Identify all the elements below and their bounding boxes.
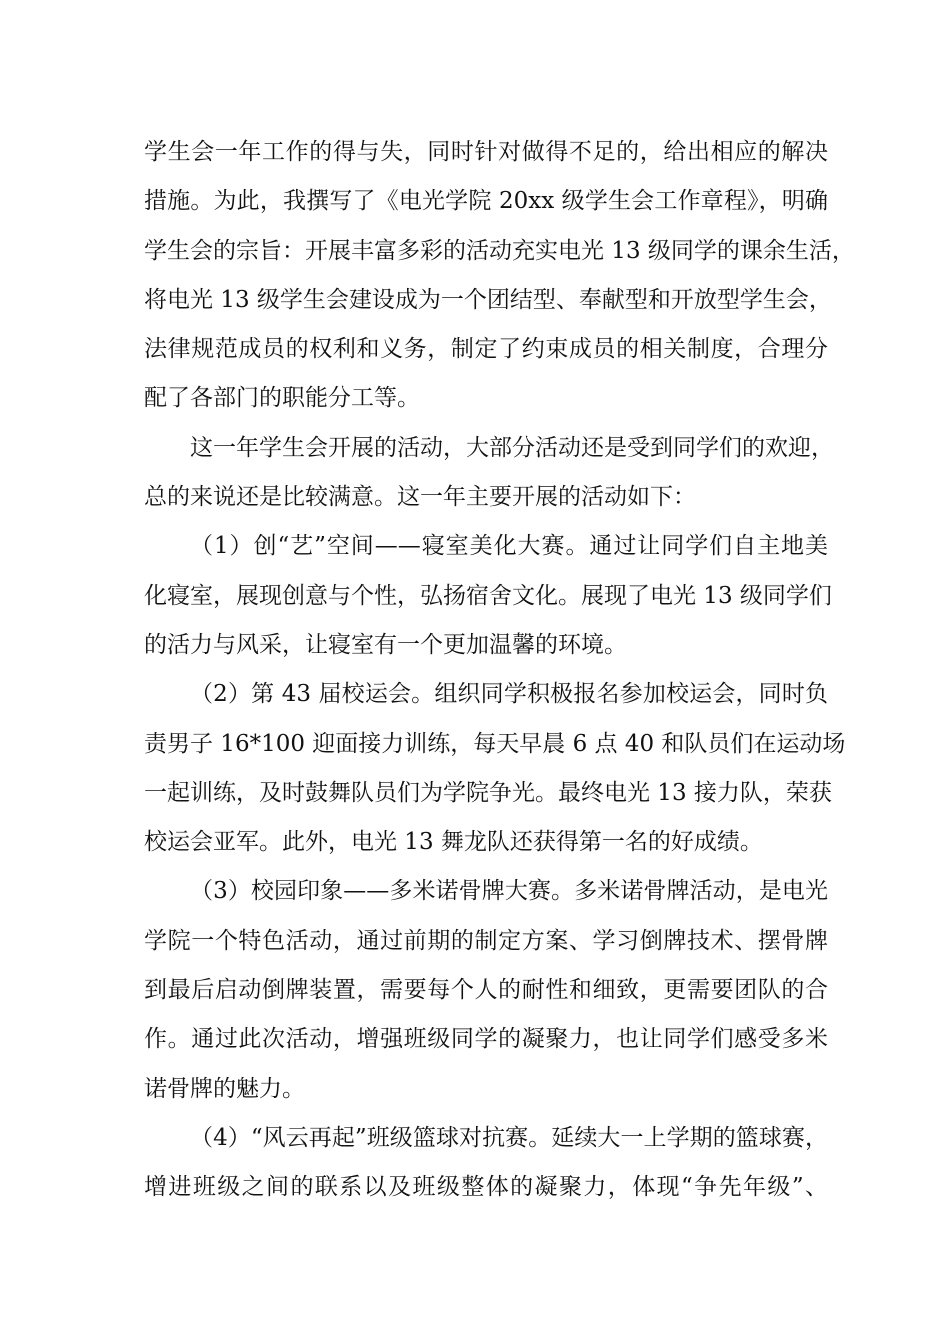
text-line: 化寝室，展现创意与个性，弘扬宿舍文化。展现了电光 13 级同学们 <box>144 582 832 609</box>
paragraph-5 <box>144 867 828 1113</box>
text-line: （3）校园印象——多米诺骨牌大赛。多米诺骨牌活动，是电光 <box>190 878 828 905</box>
text-line: 法律规范成员的权利和义务，制定了约束成员的相关制度，合理分 <box>144 336 828 363</box>
document-body <box>144 128 855 1213</box>
paragraph-3 <box>144 522 832 670</box>
paragraph-2 <box>144 424 834 523</box>
text-line: 增进班级之间的联系以及班级整体的凝聚力，体现“争先年级”、 <box>144 1174 828 1201</box>
text-line: 配了各部门的职能分工等。 <box>144 385 420 412</box>
text-line: 到最后启动倒牌装置，需要每个人的耐性和细致，更需要团队的合 <box>144 977 828 1004</box>
text-line: 将电光 13 级学生会建设成为一个团结型、奉献型和开放型学生会， <box>144 286 832 313</box>
text-line: 一起训练，及时鼓舞队员们为学院争光。最终电光 13 接力队，荣获 <box>144 779 832 806</box>
text-line: 学生会一年工作的得与失，同时针对做得不足的，给出相应的解决 <box>144 139 828 165</box>
text-line: 学院一个特色活动，通过前期的制定方案、学习倒牌技术、摆骨牌 <box>144 927 828 954</box>
text-line: 这一年学生会开展的活动，大部分活动还是受到同学们的欢迎， <box>190 434 834 461</box>
paragraph-1 <box>144 128 855 424</box>
text-line: （2）第 43 届校运会。组织同学积极报名参加校运会，同时负 <box>190 681 828 708</box>
text-line: 学生会的宗旨：开展丰富多彩的活动充实电光 13 级同学的课余生活， <box>144 237 855 264</box>
text-line: 总的来说还是比较满意。这一年主要开展的活动如下： <box>144 484 696 511</box>
text-line: 作。通过此次活动，增强班级同学的凝聚力，也让同学们感受多米 <box>144 1026 828 1053</box>
text-line: 的活力与风采，让寝室有一个更加温馨的环境。 <box>144 631 627 658</box>
text-line: （4）“风云再起”班级篮球对抗赛。延续大一上学期的篮球赛， <box>190 1124 828 1151</box>
text-line: 校运会亚军。此外，电光 13 舞龙队还获得第一名的好成绩。 <box>144 829 763 856</box>
paragraph-4 <box>144 670 846 867</box>
text-line: 诺骨牌的魅力。 <box>144 1075 305 1102</box>
text-line: （1）创“艺”空间——寝室美化大赛。通过让同学们自主地美 <box>190 533 828 560</box>
paragraph-6 <box>144 1114 828 1213</box>
text-line: 责男子 16*100 迎面接力训练，每天早晨 6 点 40 和队员们在运动场 <box>144 730 846 757</box>
text-line: 措施。为此，我撰写了《电光学院 20xx 级学生会工作章程》，明确 <box>144 188 828 215</box>
